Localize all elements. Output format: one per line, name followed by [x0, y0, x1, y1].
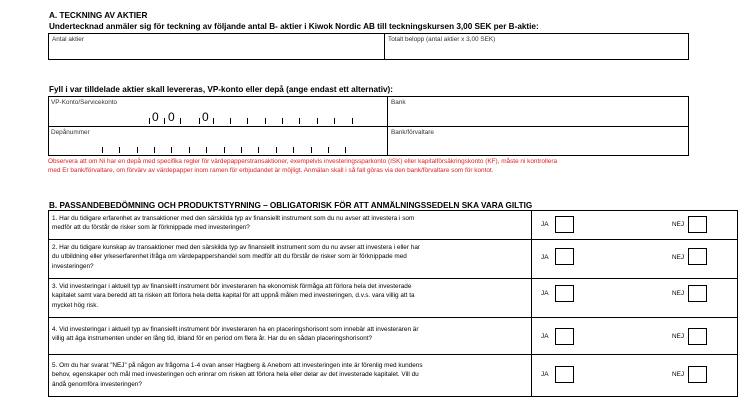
question-2-line-2: du utbildning eller yrkeserfarenhet ifråga om värdepappershandel som medför att du förstår de risker som är förknippade med — [52, 253, 407, 261]
section-a-title: A. TECKNING AV AKTIER — [49, 11, 148, 20]
depa-note — [48, 157, 738, 175]
suitability-table — [48, 210, 738, 397]
question-row-2 — [49, 240, 737, 278]
question-3-line-2: kapitalet samt vara beredd att ta risken att förlora hela detta kapital för att uppnå målen med investeringen, d.v.s. vara villig att ta — [52, 292, 415, 300]
question-5-line-1: 5. Om du har svarat ”NEJ” på någon av frågorna 1-4 ovan anser Hagberg & Aneborn att investeringen inte är förenlig med kundens — [52, 362, 423, 369]
depanummer-field[interactable] — [49, 127, 387, 155]
depanummer-label: Depånummer — [51, 129, 90, 136]
depa-digit-ticks — [49, 145, 387, 153]
nej-label: NEJ — [672, 254, 685, 261]
question-4-text — [52, 325, 418, 344]
nej-label: NEJ — [672, 333, 685, 340]
question-1-text — [52, 214, 414, 233]
vp-konto-field[interactable] — [49, 97, 387, 126]
antal-aktier-label: Antal aktier — [52, 36, 84, 43]
bank-label: Bank — [391, 99, 406, 106]
question-3-nej-checkbox[interactable] — [688, 285, 707, 302]
ja-label: JA — [541, 333, 549, 340]
question-2-line-1: 2. Har du tidigare kunskap av transaktioner med den särskilda typ av finansiellt instrument som du nu avser att investera i eller har — [52, 244, 420, 251]
antal-aktier-field[interactable] — [49, 34, 384, 59]
question-row-4 — [49, 318, 737, 354]
question-5-ja-checkbox[interactable] — [555, 366, 574, 383]
bank-forvaltare-field[interactable] — [388, 127, 688, 155]
question-5-nej-checkbox[interactable] — [688, 366, 707, 383]
question-4-nej-checkbox[interactable] — [688, 328, 707, 345]
question-5-text — [52, 361, 423, 389]
question-5-line-2: behov, egenskaper och mål med investeringen och erinrar om risken att förlora hela eller delar av det investerade kapitalet. Vill du — [52, 371, 419, 379]
question-5-line-3: ändå genomföra investeringen? — [52, 380, 142, 388]
ja-label: JA — [541, 290, 549, 297]
question-4-line-2: villig att äga instrumenten under en lång tid, ibland för en period om flera år. Har du en sådan placeringshorisont? — [52, 335, 373, 343]
nej-label: NEJ — [672, 290, 685, 297]
nej-label: NEJ — [672, 371, 685, 378]
question-row-1 — [49, 211, 737, 239]
question-1-line-1: 1. Har du tidigare erfarenhet av transaktioner med den särskilda typ av finansiellt instrument som du nu avser att investera i som — [52, 215, 415, 222]
question-1-line-2: medför att du förstår de risker som är förknippade med investeringen? — [52, 224, 250, 232]
ja-label: JA — [541, 371, 549, 378]
vp-digit-ticks — [49, 110, 387, 124]
vp-digit-1: 0 — [152, 110, 159, 124]
ja-label: JA — [541, 254, 549, 261]
subscription-fields — [48, 33, 689, 60]
delivery-title: Fyll i var tilldelade aktier skall levereras, VP-konto eller depå (ange endast ett alternativ): — [49, 85, 394, 94]
vp-konto-label: VP-Konto/Servicekonto — [51, 99, 118, 106]
depa-note-line-2: med Er bank/förvaltare, om förvärv av värdepapper inom ramen för erbjudandet är möjligt. Anmälan skall i så fall göras via den bank/förvaltare som för kontot. — [48, 167, 494, 174]
question-4-ja-checkbox[interactable] — [555, 328, 574, 345]
totalt-belopp-field[interactable] — [385, 34, 688, 59]
vp-digit-2: 0 — [168, 110, 175, 124]
question-2-text — [52, 243, 420, 271]
question-4-line-1: 4. Vid investeringar i aktuell typ av finansiellt instrument bör investeraren ha en placeringshorisont som innebär att investeraren är — [52, 326, 419, 333]
bank-forvaltare-label: Bank/förvaltare — [391, 129, 434, 136]
question-3-line-1: 3. Vid investeringar i aktuell typ av finansiellt instrument bör investeraren ha ekonomisk förmåga att förlora hela det investerade — [52, 283, 412, 290]
nej-label: NEJ — [672, 221, 685, 228]
question-3-ja-checkbox[interactable] — [555, 285, 574, 302]
delivery-fields — [48, 96, 689, 156]
bank-field[interactable] — [388, 97, 688, 126]
section-a-intro: Undertecknad anmäler sig för teckning av följande antal B- aktier i Kiwok Nordic AB till teckningskursen 3,00 SEK per B-aktie: — [49, 22, 539, 31]
question-2-line-3: investeringen? — [52, 262, 94, 270]
question-3-line-3: mycket hög risk. — [52, 301, 99, 309]
question-row-5 — [49, 355, 737, 396]
question-1-nej-checkbox[interactable] — [688, 216, 707, 233]
question-3-text — [52, 282, 415, 310]
question-2-ja-checkbox[interactable] — [555, 248, 574, 265]
vp-digit-3: 0 — [202, 110, 209, 124]
question-row-3 — [49, 279, 737, 317]
section-b-title: B. PASSANDEBEDÖMNING OCH PRODUKTSTYRNING – OBLIGATORISK FÖR ATT ANMÄLNINGSSEDELN SKA VARA GILTIG — [49, 201, 533, 210]
totalt-belopp-label: Totalt belopp (antal aktier x 3,00 SEK) — [388, 36, 496, 43]
depa-note-line-1: Observera att om Ni har en depå med specifika regler för värdepapperstransaktioner, exempelvis investeringssparkonto (ISK) eller kapitalförsäkringskonto (KF), måste ni kontrollera — [48, 158, 557, 165]
question-1-ja-checkbox[interactable] — [555, 216, 574, 233]
ja-label: JA — [541, 221, 549, 228]
question-2-nej-checkbox[interactable] — [688, 248, 707, 265]
